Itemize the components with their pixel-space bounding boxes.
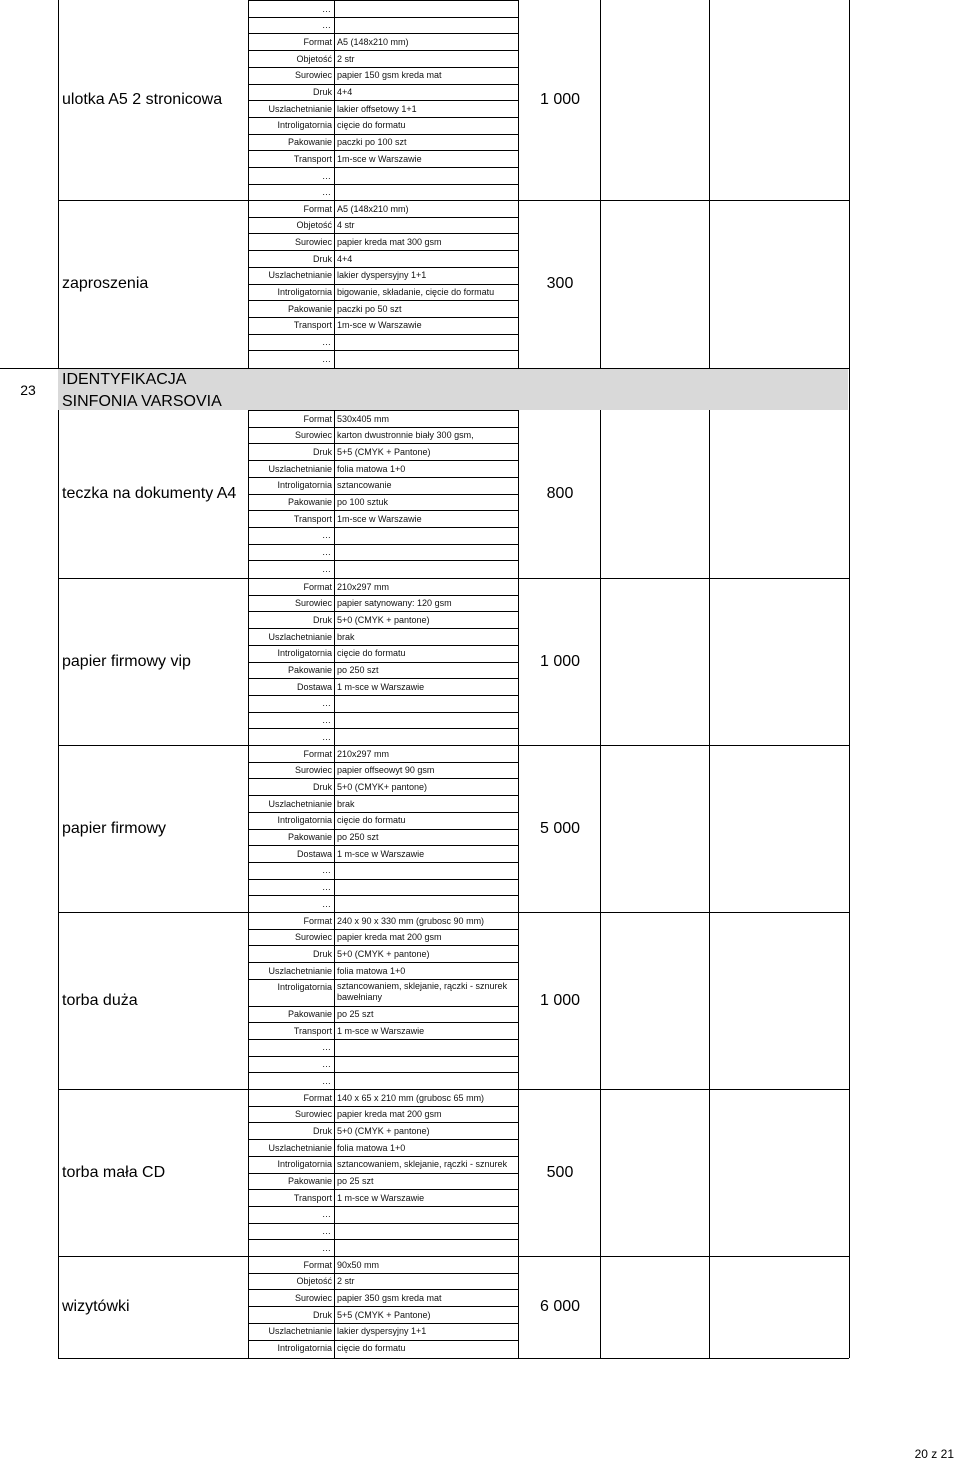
spec-value: cięcie do formatu [337,815,406,826]
spec-value: … [322,353,331,364]
row-line [248,1223,519,1224]
spec-value: 1 m-sce w Warszawie [337,681,425,692]
spec-value: 1 m-sce w Warszawie [337,1192,425,1203]
item-name: teczka na dokumenty A4 [62,485,237,502]
item-quantity: 300 [546,275,574,292]
spec-value: 5+0 (CMYK+ pantone) [337,781,428,792]
spec-value: brak [337,798,355,809]
spec-label: Introligatornia [277,1343,332,1353]
spec-label: Introligatornia [277,648,332,659]
spec-value: po 25 szt [337,1176,374,1186]
item-quantity: 1 000 [539,991,581,1009]
section-title-line2: SINFONIA VARSOVIA [62,393,222,410]
spec-value: A5 (148x210 mm) [337,36,409,47]
row-line [248,1273,519,1274]
spec-label: Druk [312,446,332,457]
row-line [248,217,519,218]
spec-label: Surowiec [294,1109,332,1120]
item-separator [58,1358,849,1359]
spec-value: … [322,337,331,348]
spec-label: Format [303,1092,332,1103]
spec-value: karton dwustronnie biały 300 gsm, [337,430,474,441]
spec-value: 5+0 (CMYK + pantone) [337,614,430,625]
spec-label: Pakowanie [287,137,332,148]
row-line [248,350,519,351]
spec-value: … [322,1209,331,1220]
row-line [248,728,519,729]
spec-value: cięcie do formatu [337,1343,406,1353]
section-title-line1: IDENTYFIKACJA [62,371,187,388]
spec-value: brak [337,631,355,642]
spec-value: sztancowanie [337,480,392,491]
spec-label: Transport [293,1025,332,1036]
row-line [248,1256,519,1257]
spec-value: papier kreda mat 200 gsm [337,1109,442,1120]
spec-value: folia matowa 1+0 [337,1142,406,1153]
column-line [849,0,850,1358]
spec-value: … [322,547,331,558]
row-line [248,1072,519,1073]
item-quantity: 6 000 [539,1298,581,1315]
row-line [248,84,519,85]
item-name: papier firmowy vip [62,652,191,670]
spec-label: Introligatornia [277,287,332,297]
spec-label: Surowiec [294,430,332,441]
spec-value: 1m-sce w Warszawie [337,513,422,524]
spec-value: 1 m-sce w Warszawie [337,1025,425,1036]
row-line [248,1039,519,1040]
spec-label: Transport [293,513,332,524]
spec-value: 5+0 (CMYK + pantone) [337,1125,430,1136]
item-name: wizytówki [62,1298,130,1315]
spec-value: papier satynowany: 120 gsm [337,598,452,609]
spec-value: 530x405 mm [337,413,390,424]
column-line [709,0,710,1358]
spec-value: … [322,1226,331,1237]
spec-label: Pakowanie [287,303,332,314]
row-line [248,895,519,896]
item-name: torba duża [62,991,138,1009]
spec-value: … [322,1242,331,1253]
spec-label: Format [303,36,332,47]
item-name: zaproszenia [62,275,149,292]
item-quantity: 800 [546,485,574,502]
spec-label: Druk [312,253,332,264]
spec-label: Transport [293,320,332,331]
spec-value: … [322,170,331,181]
spec-label: Uszlachetnianie [268,798,332,809]
spec-value: sztancowaniem, sklejanie, rączki - sznurek bawełniany [337,980,508,1002]
spec-label: Surowiec [294,1292,332,1303]
spec-label: Surowiec [294,932,332,943]
spec-label: Introligatornia [277,982,332,993]
spec-value: papier 150 gsm kreda mat [337,70,442,81]
spec-value: lakier offsetowy 1+1 [337,103,417,114]
spec-label: Objetość [296,220,332,231]
spec-label: Druk [312,948,332,959]
spec-label: Druk [312,1309,332,1320]
spec-value: bigowanie, składanie, cięcie do formatu [337,287,495,297]
spec-label: Dostawa [296,681,332,692]
spec-value: … [322,865,331,876]
spec-value: cięcie do formatu [337,120,406,131]
spec-label: Pakowanie [287,1009,332,1020]
spec-value: … [322,898,331,909]
item-quantity: 1 000 [539,652,581,670]
spec-label: Surowiec [294,70,332,81]
spec-value: … [322,715,331,726]
row-line [248,560,519,561]
spec-value: … [322,1059,331,1070]
row-line [248,50,519,51]
spec-value: lakier dyspersyjny 1+1 [337,1326,427,1337]
spec-value: 2 str [337,53,355,64]
spec-label: Druk [312,87,332,97]
row-line [248,334,519,335]
spec-value: po 250 szt [337,665,379,675]
spec-label: Uszlachetnianie [268,1142,332,1153]
spec-label: Pakowanie [287,497,332,507]
spec-label: Surowiec [294,236,332,247]
row-line [248,712,519,713]
spec-value: 2 str [337,1276,355,1287]
spec-label: Uszlachetnianie [268,270,332,281]
column-line [600,0,601,1358]
row-line [248,184,519,185]
spec-value: cięcie do formatu [337,648,406,659]
spec-value: 140 x 65 x 210 mm (grubosc 65 mm) [337,1092,485,1103]
spec-value: 210x297 mm [337,748,390,759]
spec-value: … [322,1075,331,1086]
row-line [248,695,519,696]
spec-label: Format [303,581,332,592]
spec-label: Introligatornia [277,480,332,491]
spec-value: … [322,3,331,14]
spec-value: po 250 szt [337,832,379,842]
spec-value: … [322,882,331,893]
row-line [248,250,519,251]
item-name: torba mała CD [62,1163,166,1181]
spec-label: Uszlachetnianie [268,103,332,114]
spec-value: paczki po 100 szt [337,137,407,148]
spec-label: Uszlachetnianie [268,1326,332,1337]
column-line [58,0,59,1358]
item-quantity: 500 [546,1163,574,1181]
spec-label: Uszlachetnianie [268,631,332,642]
row-line [248,1206,519,1207]
spec-label: Pakowanie [287,1176,332,1186]
spec-label: Surowiec [294,598,332,609]
spec-value: … [322,187,331,198]
spec-value: lakier dyspersyjny 1+1 [337,270,427,281]
spec-label: Pakowanie [287,665,332,675]
spec-label: Uszlachetnianie [268,463,332,474]
row-line [248,1239,519,1240]
spec-label: Format [303,413,332,424]
spec-value: 240 x 90 x 330 mm (grubosc 90 mm) [337,915,485,926]
spec-value: 90x50 mm [337,1259,380,1270]
spec-value: 1m-sce w Warszawie [337,320,422,331]
row-line [248,862,519,863]
spec-value: 5+0 (CMYK + pantone) [337,948,430,959]
row-line [248,1056,519,1057]
spec-label: Uszlachetnianie [268,965,332,976]
spec-label: Transport [293,1192,332,1203]
spec-value: 5+5 (CMYK + Pantone) [337,1309,431,1320]
spec-value: 5+5 (CMYK + Pantone) [337,446,431,457]
spec-value: po 100 sztuk [337,497,389,507]
spec-value: folia matowa 1+0 [337,463,406,474]
item-quantity: 5 000 [539,819,581,837]
spec-value: papier offseowyt 90 gsm [337,765,435,776]
spec-label: Introligatornia [277,815,332,826]
spec-value: paczki po 50 szt [337,303,402,314]
row-line [248,527,519,528]
spec-value: sztancowaniem, sklejanie, rączki - sznurek [337,1159,508,1170]
page-number: 20 z 21 [914,1447,954,1461]
spec-value: 4+4 [337,253,353,264]
row-line [248,167,519,168]
spec-value: 1m-sce w Warszawie [337,153,422,164]
row-line [248,544,519,545]
spec-label: Druk [312,614,332,625]
spec-label: Surowiec [294,765,332,776]
item-quantity: 1 000 [539,91,581,108]
spec-value: papier kreda mat 200 gsm [337,932,442,943]
item-name: papier firmowy [62,819,167,837]
spec-value: … [322,563,331,574]
spec-value: papier 350 gsm kreda mat [337,1292,442,1303]
spec-value: 210x297 mm [337,581,390,592]
spec-label: Transport [293,153,332,164]
row-line [248,17,519,18]
spec-label: Format [303,203,332,214]
spec-value: … [322,731,331,742]
spec-value: 4 str [337,220,355,231]
spec-value: … [322,20,331,31]
spec-value: papier kreda mat 300 gsm [337,236,442,247]
row-line [248,879,519,880]
spec-label: Format [303,915,332,926]
spec-label: Druk [312,1125,332,1136]
spec-label: Objetość [296,1276,332,1287]
spec-value: … [322,698,331,709]
spec-label: Introligatornia [277,120,332,131]
spec-value: … [322,1042,331,1053]
spec-label: Objetość [296,53,332,64]
spec-label: Dostawa [296,848,332,859]
spec-label: Pakowanie [287,832,332,842]
spec-value: 4+4 [337,87,353,97]
spec-value: A5 (148x210 mm) [337,203,409,214]
spec-label: Introligatornia [277,1159,332,1170]
row-line [248,0,519,1]
spec-value: 1 m-sce w Warszawie [337,848,425,859]
section-number: 23 [20,382,36,398]
spec-value: po 25 szt [337,1009,374,1020]
spec-value: folia matowa 1+0 [337,965,406,976]
spec-label: Format [303,1259,332,1270]
spec-label: Druk [312,781,332,792]
spec-value: … [322,530,331,541]
spec-label: Format [303,748,332,759]
item-name: ulotka A5 2 stronicowa [62,91,223,108]
